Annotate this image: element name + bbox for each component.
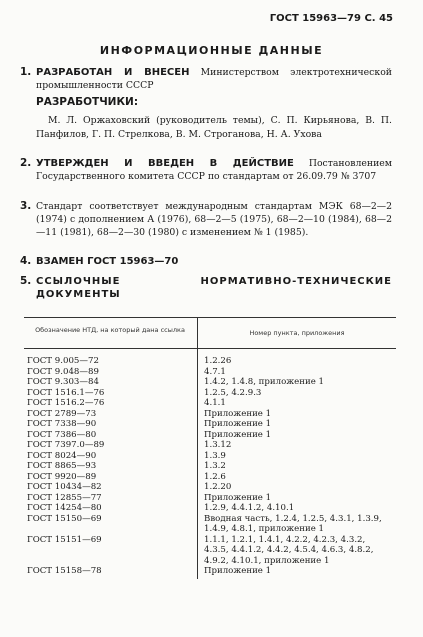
table-row — [24, 440, 396, 451]
table-row — [24, 398, 396, 409]
page-header: ГОСТ 15963—79 С. 45 — [269, 13, 393, 24]
row-reference: 1.3.12 — [204, 440, 232, 450]
row-document: ГОСТ 7386—80 — [27, 429, 97, 440]
table-body — [24, 356, 396, 577]
row-reference: 1.3.9 — [204, 450, 226, 461]
item-number: 1. — [20, 66, 32, 78]
item-text: Министерством электротехнической промышленности СССР — [36, 67, 392, 91]
item-5 — [20, 275, 392, 301]
table-header — [24, 317, 396, 349]
table-row — [24, 451, 396, 462]
row-document: ГОСТ 8024—90 — [27, 450, 97, 461]
row-document: ГОСТ 1516.1—76 — [27, 387, 105, 398]
row-document: ГОСТ 7397.0—89 — [27, 440, 105, 450]
row-reference: 1.3.2 — [204, 461, 226, 471]
table-row — [24, 514, 396, 535]
row-document: ГОСТ 15150—69 — [27, 513, 102, 524]
row-document: ГОСТ 12855—77 — [27, 492, 102, 503]
item-text: Стандарт соответствует международным стандартам МЭК 68—2—2 (1974) с дополнением А (1976), 68—2—5 (1975), 68—2—10 (1984), 68—2—11 (1981), 68—2—30 (1980) с изменением № 1 (1985). — [36, 201, 392, 238]
row-reference: 1.2.20 — [204, 482, 232, 492]
item-number: 4. — [20, 255, 32, 267]
item-1 — [20, 66, 392, 92]
table-row — [24, 503, 396, 514]
row-reference: 1.2.6 — [204, 471, 226, 482]
table-row — [24, 356, 396, 367]
row-document: ГОСТ 9.005—72 — [27, 356, 99, 366]
table-row — [24, 430, 396, 441]
item-4 — [20, 255, 392, 268]
item-number: 5. — [20, 275, 32, 287]
table-row — [24, 409, 396, 420]
row-document: ГОСТ 9.048—89 — [27, 366, 99, 377]
table-row — [24, 461, 396, 472]
row-document: ГОСТ 8865—93 — [27, 461, 97, 471]
row-reference: Приложение 1 — [204, 429, 272, 440]
row-reference: 1.2.5, 4.2.9.3 — [204, 387, 262, 398]
table-row — [24, 493, 396, 504]
item-number: 2. — [20, 157, 32, 169]
table-row — [24, 566, 396, 577]
row-document: ГОСТ 1516.2—76 — [27, 398, 105, 408]
row-document: ГОСТ 9920—89 — [27, 471, 97, 482]
row-reference: Приложение 1 — [204, 408, 272, 419]
column-header-document: Обозначение НТД, на который дана ссылка — [35, 326, 185, 334]
table-row — [24, 472, 396, 483]
row-document: ГОСТ 2789—73 — [27, 408, 97, 419]
row-document: ГОСТ 9.303—84 — [27, 377, 99, 387]
row-reference: Приложение 1 — [204, 492, 272, 503]
developers-list: М. Л. Оржаховский (руководитель темы), С. П. Кирьянова, В. П. Панфилов, Г. П. Стрелкова, В. М. Строганова, Н. А. Ухова — [36, 115, 392, 140]
item-heading: ВЗАМЕН ГОСТ 15963—70 — [36, 256, 179, 267]
item-heading: ССЫЛОЧНЫЕ НОРМАТИВНО-ТЕХНИЧЕСКИЕ ДОКУМЕНТЫ — [36, 276, 392, 300]
item-text: Постановлением Государственного комитета СССР по стандартам от 26.09.79 № 3707 — [36, 158, 392, 182]
developers-heading: РАЗРАБОТЧИКИ: — [36, 96, 139, 108]
item-heading: УТВЕРЖДЕН И ВВЕДЕН В ДЕЙСТВИЕ — [36, 158, 294, 169]
row-reference: 1.2.9, 4.4.1.2, 4.10.1 — [204, 503, 295, 513]
item-heading: РАЗРАБОТАН И ВНЕСЕН — [36, 67, 190, 78]
row-document: ГОСТ 15158—78 — [27, 566, 102, 576]
column-header-paragraph: Номер пункта, приложения — [249, 329, 345, 337]
row-document: ГОСТ 7338—90 — [27, 419, 97, 429]
row-reference: Приложение 1 — [204, 566, 272, 576]
row-reference: Вводная часть, 1.2.4, 1.2.5, 4.3.1, 1.3.9, 1.4.9, 4.8.1, приложение 1 — [204, 513, 382, 534]
table-row — [24, 535, 396, 567]
row-reference: 4.7.1 — [204, 366, 226, 377]
row-document: ГОСТ 15151—69 — [27, 534, 102, 545]
row-reference: 1.1.1, 1.2.1, 1.4.1, 4.2.2, 4.2.3, 4.3.2, 4.3.5, 4.4.1.2, 4.4.2, 4.5.4, 4.6.3, 4.8.2, 4.9.2, 4.10.1, приложение 1 — [204, 534, 374, 566]
row-document: ГОСТ 14254—80 — [27, 503, 102, 513]
item-number: 3. — [20, 200, 32, 212]
table-row — [24, 377, 396, 388]
row-reference: 1.4.2, 1.4.8, приложение 1 — [204, 377, 324, 387]
row-reference: Приложение 1 — [204, 419, 272, 429]
row-reference: 4.1.1 — [204, 398, 226, 408]
row-document: ГОСТ 10434—82 — [27, 482, 102, 492]
table-row — [24, 419, 396, 430]
section-title: ИНФОРМАЦИОННЫЕ ДАННЫЕ — [99, 44, 324, 57]
row-reference: 1.2.26 — [204, 356, 232, 366]
item-2 — [20, 157, 392, 183]
table-row — [24, 388, 396, 399]
item-3 — [20, 200, 392, 239]
table-row — [24, 367, 396, 378]
table-row — [24, 482, 396, 493]
